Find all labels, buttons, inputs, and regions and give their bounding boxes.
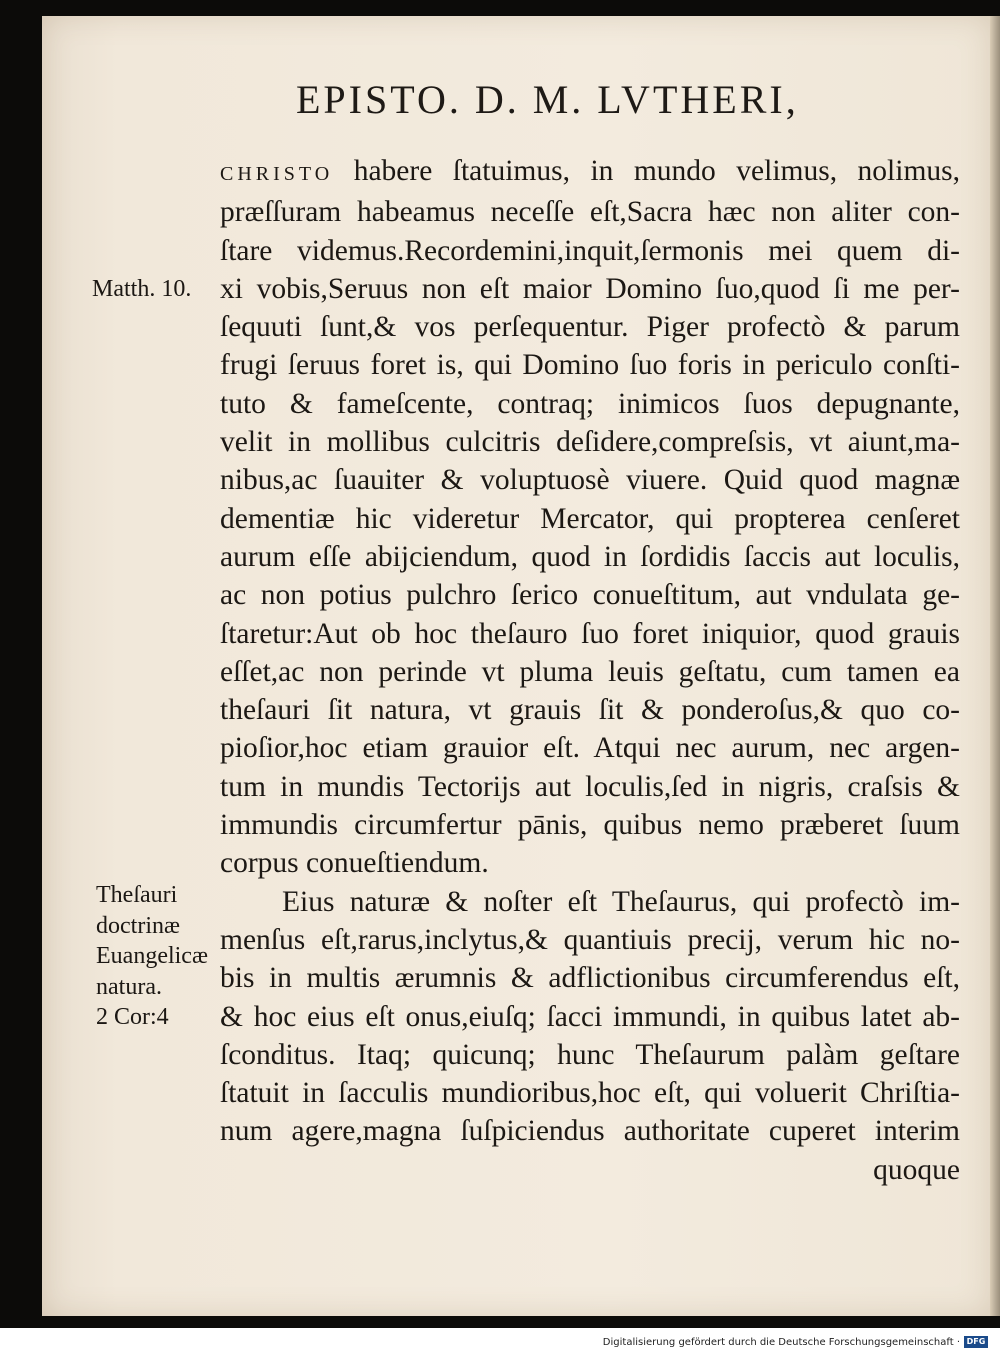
page-edge (990, 16, 1000, 1316)
text-line: ac non potius pulchro ſerico conueſtitum, aut vndulata ge- (220, 579, 960, 612)
margin-note-line: Theſauri (96, 882, 178, 908)
digitization-credit: Digitalisierung gefördert durch die Deutsche Forschungsgemeinschaft · (602, 1337, 960, 1348)
text-line: dementiæ hic videretur Mercator, qui propterea cenſeret (220, 502, 960, 535)
text-line: pioſior,hoc etiam grauior eſt. Atqui nec aurum, nec argen- (220, 732, 960, 765)
text-line: corpus conueſtiendum. (220, 847, 489, 880)
margin-note-thesauri (96, 880, 208, 1033)
text-line: ſtare videmus.Recordemini,inquit,ſermonis mei quem di- (220, 234, 960, 267)
dfg-logo: DFG (964, 1336, 988, 1348)
catchword: quoque (873, 1153, 960, 1186)
text-line: tum in mundis Tectorijs aut loculis,ſed in nigris, craſsis & (220, 770, 960, 803)
text-line: ſconditus. Itaq; quicunq; hunc Theſaurum palàm geſtare (220, 1038, 960, 1071)
text-line: tuto & fameſcente, contraq; inimicos ſuos depugnante, (220, 387, 960, 420)
text-line: ſequuti ſunt,& vos perſequentur. Piger profectò & parum (220, 311, 960, 344)
text-line: immundis circumfertur pānis, quibus nemo præberet ſuum (220, 809, 960, 842)
text-line-first-rest: habere ſtatuimus, in mundo velimus, nolimus, (333, 155, 960, 187)
text-line: velit in mollibus culcitris deſidere,compreſsis, vt aiunt,ma- (220, 426, 960, 459)
text-line: bis in multis ærumnis & adflictionibus circumferendus eſt, (220, 962, 960, 995)
text-line: menſus eſt,rarus,inclytus,& quantiuis precij, verum hic no- (220, 923, 960, 956)
running-head: EPISTO. D. M. LVTHERI, (296, 77, 799, 122)
margin-note-line: 2 Cor:4 (96, 1004, 169, 1031)
text-line: frugi ſeruus foret is, qui Domino ſuo foris in periculo conſti- (220, 349, 960, 382)
text-lead-smallcaps: CHRISTO (220, 163, 334, 185)
text-line: præſſuram habeamus neceſſe eſt,Sacra hæc non aliter con- (220, 196, 960, 229)
margin-note-line: Euangelicæ (96, 943, 208, 970)
text-line: eſſet,ac non perinde vt pluma leuis geſtatu, cum tamen ea (220, 655, 960, 688)
text-line: ſtatuit in ſacculis mundioribus,hoc eſt, qui voluerit Chriſtia- (220, 1077, 960, 1110)
text-line: & hoc eius eſt onus,eiuſq; ſacci immundi, in quibus latet ab- (220, 1000, 960, 1033)
text-line: theſauri ſit natura, vt grauis ſit & ponderoſus,& quo co- (220, 694, 960, 727)
body-text (220, 152, 960, 1189)
text-line: xi vobis,Seruus non eſt maior Domino ſuo,quod ſi me per- (220, 272, 960, 305)
text-line-paragraph-start: Eius naturæ & noſter eſt Theſaurus, qui profectò im- (282, 885, 960, 918)
text-line: nibus,ac ſuauiter & voluptuosè viuere. Quid quod magnæ (220, 464, 960, 497)
margin-note-line: natura. (96, 973, 162, 1000)
margin-note-matth: Matth. 10. (92, 276, 192, 302)
text-line: ſtaretur:Aut ob hoc theſauro ſuo foret iniquior, quod grauis (220, 617, 960, 650)
text-line: aurum eſſe abijciendum, quod in ſordidis ſaccis aut loculis, (220, 540, 960, 573)
margin-note-line: doctrinæ (96, 912, 180, 939)
text-line: num agere,magna ſuſpiciendus authoritate cuperet interim (220, 1115, 960, 1148)
text-line-first (220, 152, 960, 193)
